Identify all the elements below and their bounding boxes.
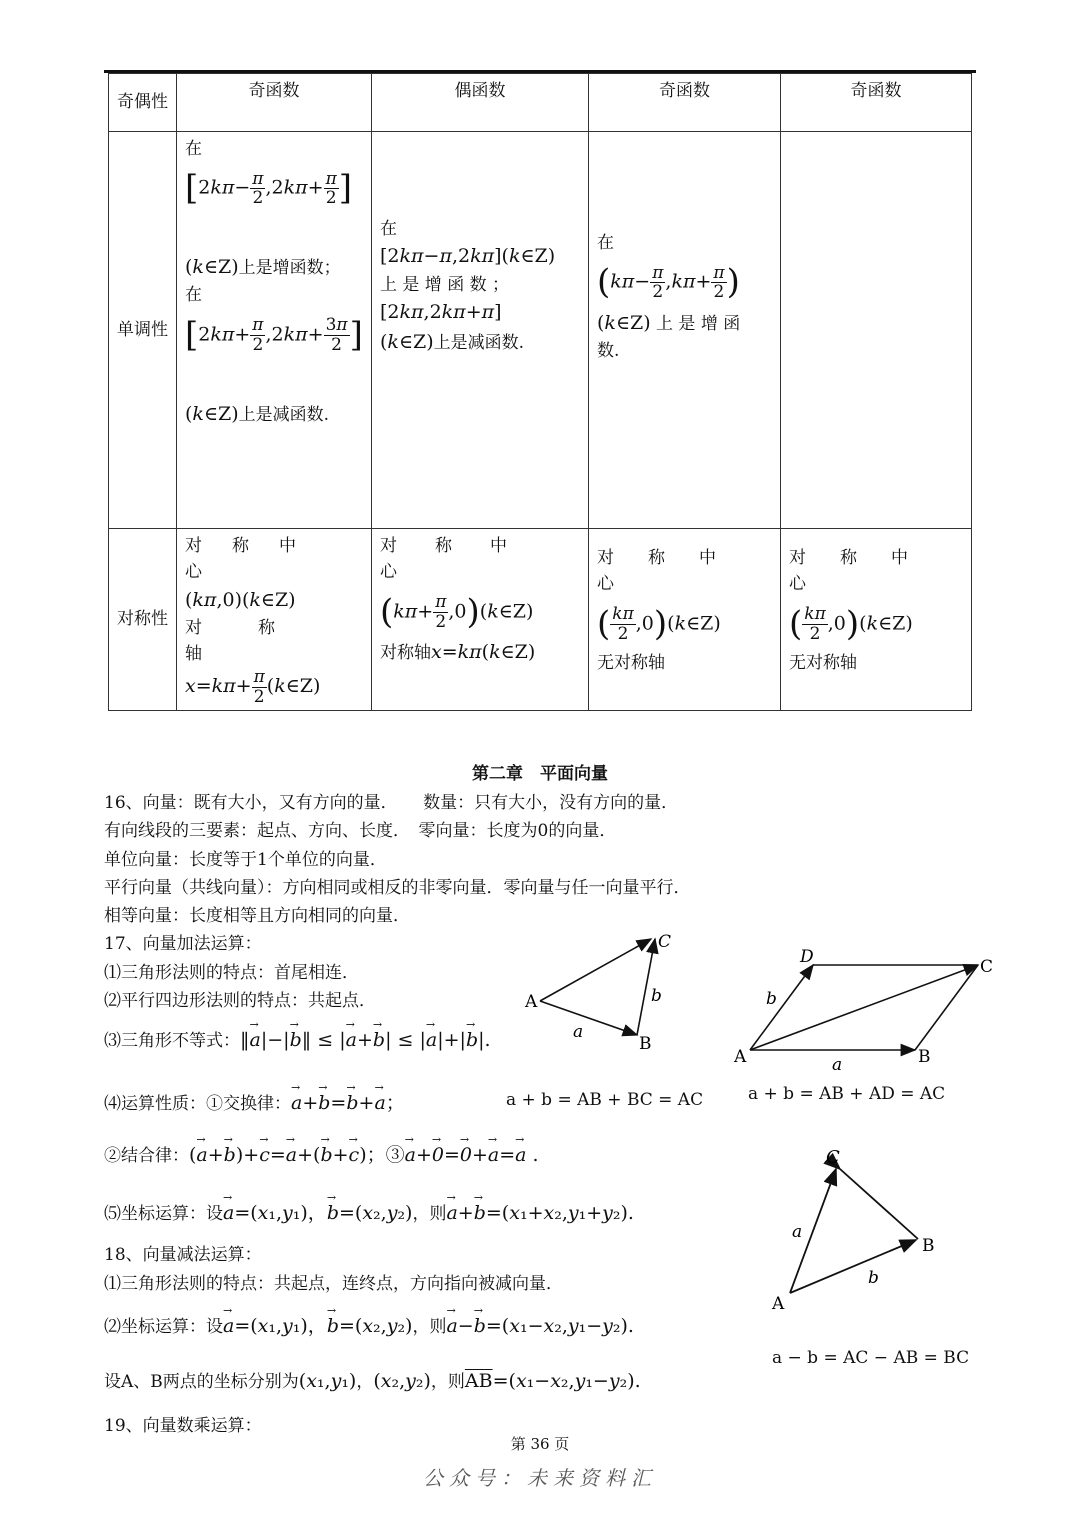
interval-inc-tan: (kπ− $\frac{\pi}{2}$ ,kπ+ $\frac{\pi}{2}$ ) — [597, 262, 740, 303]
parity-cos: 偶函数 — [372, 74, 589, 132]
point-D-para: D — [800, 947, 814, 967]
sym-cot: 对称中心 ( $\frac{k\pi}{2}$ ,0)(k∈Z) 无对称轴 — [781, 529, 972, 711]
label-then-1: ，则 — [412, 1204, 447, 1224]
label-17-4: ⑷运算性质：①交换律： — [104, 1094, 291, 1114]
line-17: 17、向量加法运算： — [104, 934, 262, 954]
line-17-5: ⑸坐标运算：设→ a=(x₁,y₁)，→ b=(x₂,y₂)，则→ a+→ b=(x₁+x₂,y₁+y₂). — [104, 1198, 634, 1225]
line-equal-vector: 相等向量：长度相等且方向相同的向量． — [104, 906, 410, 926]
formula-add-triangle: a + b = AB + BC = AC — [506, 1090, 704, 1110]
label-noaxis-cot: 无对称轴 — [789, 653, 857, 674]
label-zai-cos: 在 — [380, 219, 397, 239]
point-B-sub: B — [922, 1236, 935, 1256]
line-unit-vector: 单位向量：长度等于1个单位的向量． — [104, 850, 387, 870]
label-vec-a-para: a — [832, 1055, 843, 1075]
point-A-para: A — [734, 1047, 747, 1067]
interval-dec-cos: [2kπ,2kπ+π] — [380, 301, 502, 324]
mono-cos: 在 [2kπ−π,2kπ](k∈Z) 上 是 增 函 数 ； [2kπ,2kπ+π] (k∈Z)上是减函数. — [372, 132, 589, 529]
chapter-title: 第二章 平面向量 — [472, 764, 608, 784]
row-header-monotonic: 单调性 — [109, 132, 177, 529]
label-17-5: ⑸坐标运算：设 — [104, 1204, 223, 1224]
figure-parallelogram-rule — [730, 940, 1010, 1075]
interval-dec-sin: [2kπ+ $\frac{\pi}{2}$ ,2kπ+ $\frac{3\pi}{2}$ ] — [185, 314, 363, 355]
figure-triangle-rule — [515, 925, 695, 1055]
label-inc: 上是增函数； — [238, 258, 341, 279]
label-vec-b-sub: b — [868, 1268, 879, 1288]
edge-bc — [915, 965, 978, 1050]
point-C-para: C — [980, 957, 994, 977]
label-center-cot: 对称中心 — [789, 548, 942, 595]
label-vec-b-para: b — [766, 989, 777, 1009]
label-17-4b: ②结合律： — [104, 1146, 189, 1166]
line-16: 16、向量：既有大小，又有方向的量． 数量：只有大小，没有方向的量． — [104, 793, 679, 813]
label-zai-tan: 在 — [597, 233, 614, 253]
label-inc-cos: 上 是 增 函 数 ； — [380, 274, 510, 295]
label-18-2: ⑵坐标运算：设 — [104, 1317, 223, 1337]
label-17-3: ⑶三角形不等式： — [104, 1031, 240, 1051]
parity-cot: 奇函数 — [781, 74, 972, 132]
label-vec-a-sub: a — [792, 1222, 803, 1242]
mono-cot — [781, 132, 972, 529]
vector-b-line-para — [750, 965, 813, 1050]
parity-tan: 奇函数 — [589, 74, 781, 132]
line-17-2: ⑵平行四边形法则的特点：共起点． — [104, 991, 376, 1011]
point-B-para: B — [918, 1047, 931, 1067]
watermark: 公众号：未来资料汇 — [423, 1466, 657, 1490]
label-center-tan: 对称中心 — [597, 548, 750, 595]
vector-bc-line-sub — [840, 1169, 918, 1239]
trig-properties-table — [108, 73, 972, 711]
sym-sin: 对称中心 (kπ,0)(k∈Z) 对称轴 x=kπ+ $\frac{\pi}{2}$ (k∈Z) — [177, 529, 372, 711]
label-vec-b: b — [651, 986, 662, 1006]
vector-a-line — [540, 1001, 637, 1035]
page-number: 第 36 页 — [510, 1435, 570, 1453]
line-18-2: ⑵坐标运算：设→ a=(x₁,y₁)，→ b=(x₂,y₂)，则→ a−→ b=(x₁−x₂,y₁−y₂). — [104, 1311, 634, 1338]
label-then-2: ，则 — [412, 1317, 447, 1337]
row-symmetry — [109, 529, 972, 711]
row-monotonic — [109, 132, 972, 529]
line-17-4: ⑷运算性质：①交换律：→ a+→ b=→ b+→ a； — [104, 1088, 405, 1115]
label-tail-tan: 数. — [597, 341, 620, 362]
line-three-elements: 有向线段的三要素：起点、方向、长度． 零向量：长度为0的向量． — [104, 821, 617, 841]
line-18: 18、向量减法运算： — [104, 1245, 262, 1265]
line-19: 19、向量数乘运算： — [104, 1416, 262, 1436]
label-zai: 在 — [185, 139, 202, 159]
formula-subtraction: a − b = AC − AB = BC — [772, 1348, 970, 1368]
label-zai-2: 在 — [185, 285, 202, 306]
line-18-1: ⑴三角形法则的特点：共起点，连终点，方向指向被减向量． — [104, 1274, 563, 1294]
figure-subtraction-triangle — [760, 1145, 950, 1315]
mono-tan: 在 (kπ− $\frac{\pi}{2}$ ,kπ+ $\frac{\pi}{2}$ ) (k∈Z) 上 是 增 函 数. — [589, 132, 781, 529]
row-header-parity: 奇偶性 — [109, 74, 177, 132]
parity-sin: 奇函数 — [177, 74, 372, 132]
label-center-cos: 对称中心 — [380, 536, 545, 583]
label-center-sin: 对称中心 — [185, 536, 326, 583]
point-C: C — [658, 932, 672, 952]
label-axis-cos: 对称轴 — [380, 643, 431, 664]
label-noaxis-tan: 无对称轴 — [597, 653, 665, 674]
formula-add-parallelogram: a + b = AB + AD = AC — [748, 1084, 946, 1104]
label-dec: 上是减函数. — [238, 404, 330, 425]
vector-b-line-sub — [790, 1240, 916, 1293]
label-inc-tan: 上 是 增 函 — [656, 314, 741, 335]
row-header-symmetry: 对称性 — [109, 529, 177, 711]
line-ab-coords: 设Α、Β两点的坐标分别为(x₁,y₁)，(x₂,y₂)，则$\overline{AB}=(x_1-x_2,y_1-y_2)$. — [104, 1370, 641, 1392]
point-A-sub: A — [772, 1294, 785, 1314]
interval-inc-sin: [2kπ− $\frac{\pi}{2}$ ,2kπ+ $\frac{\pi}{2}$ ] — [185, 168, 353, 209]
label-then-3: ，则 — [430, 1372, 465, 1392]
mono-sin: 在 [2kπ− $\frac{\pi}{2}$ ,2kπ+ $\frac{\pi}{2}$ ] (k∈Z)上是增函数； 在 [2kπ+ $\frac{\pi}{2}$ ,2kπ+ $\frac{3\pi}{2}$ ] (k∈Z)上是减函数. — [177, 132, 372, 529]
label-dec-cos: 上是减函数. — [433, 332, 525, 353]
interval-inc-cos: [2kπ−π,2kπ](k∈Z) — [380, 245, 556, 268]
vector-ac-line-para — [750, 965, 978, 1050]
line-17-3: ⑶三角形不等式：‖→ a|−|→ b‖ ≤ |→ a+→ b| ≤ |→ a|+|→ b|. — [104, 1026, 491, 1051]
point-C-sub: C — [826, 1147, 840, 1168]
label-comma: ， — [356, 1372, 374, 1392]
point-A: A — [525, 992, 538, 1012]
label-vec-a: a — [573, 1022, 584, 1042]
line-17-1: ⑴三角形法则的特点：首尾相连． — [104, 963, 359, 983]
row-parity — [109, 74, 972, 132]
vector-ac-line — [540, 939, 651, 1001]
label-ab: 设Α、Β两点的坐标分别为 — [104, 1372, 299, 1392]
sym-tan: 对称中心 ( $\frac{k\pi}{2}$ ,0)(k∈Z) 无对称轴 — [589, 529, 781, 711]
line-17-4b: ②结合律：(→ a+→ b)+→ c=→ a+(→ b+→ c)；③→ a+→ 0=→ 0+→ a=→ a . — [104, 1140, 539, 1167]
sym-cos: 对称中心 (kπ+ $\frac{\pi}{2}$ ,0)(k∈Z) 对称轴x=kπ(k∈Z) — [372, 529, 589, 711]
point-B: B — [639, 1034, 652, 1054]
line-parallel-vector: 平行向量（共线向量）：方向相同或相反的非零向量．零向量与任一向量平行． — [104, 878, 691, 898]
label-axis-sin: 对称轴 — [185, 618, 331, 665]
